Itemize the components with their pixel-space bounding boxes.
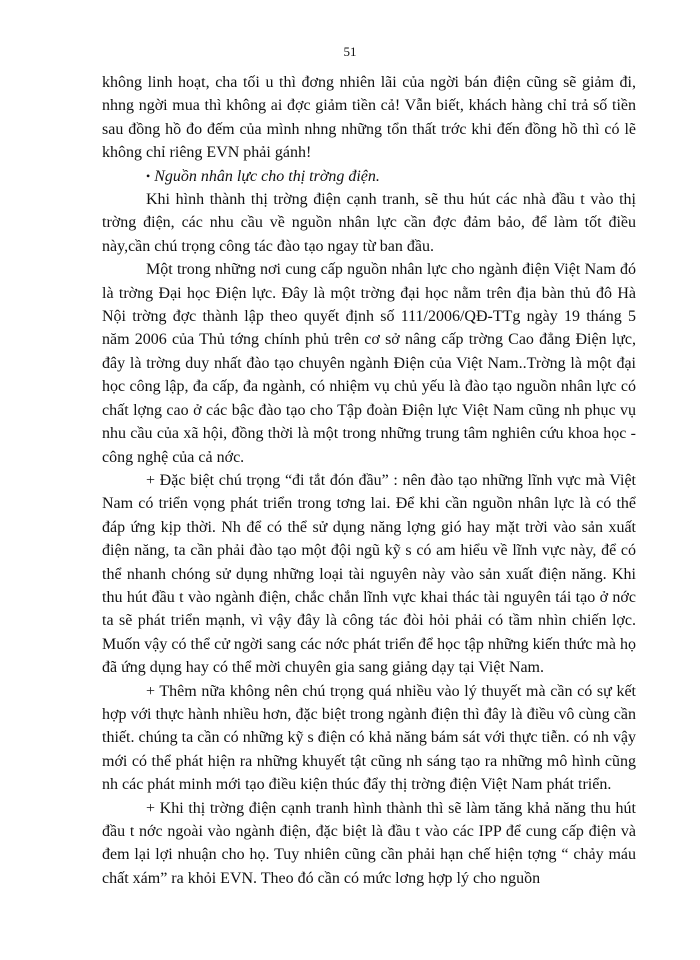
paragraph: + Thêm nữa không nên chú trọng quá nhiều vào lý thuyết mà cần có sự kết hợp với thực hành nhiều hơn, đặc biệt trong ngành điện thì đây là điều vô cùng cần thiết. chúng ta cần có những kỹ s điện có khả năng bám sát với thực tiễn. có nh vậy mới có thể phát hiện ra những khuyết tật cũng nh sáng tạo ra những mô hình cũng nh các phát minh mới tạo điều kiện thúc đẩy thị trờng điện Việt Nam phát triển.: [102, 682, 636, 794]
bullet-icon: •: [146, 168, 151, 183]
page-body: [102, 71, 636, 890]
section-heading: [102, 165, 636, 188]
paragraph: Khi hình thành thị trờng điện cạnh tranh, sẽ thu hút các nhà đầu t vào thị trờng điện, các nhu cầu về nguồn nhân lực cần đợc đảm bảo, để làm tốt điều này,cần chú trọng công tác đào tạo ngay từ ban đầu.: [102, 191, 636, 255]
paragraph: + Đặc biệt chú trọng “đi tắt đón đầu” : nên đào tạo những lĩnh vực mà Việt Nam có triển vọng phát triển trong tơng lai. Để khi cần nguồn nhân lực là có thể đáp ứng kịp thời. Nh để có thể sử dụng năng lợng gió hay mặt trời vào sản xuất điện năng, ta cần phải đào tạo một đội ngũ kỹ s có am hiểu về lĩnh vực này, để có thể nhanh chóng sử dụng những loại tài nguyên này vào sản xuất điện năng. Khi thu hút đầu t vào ngành điện, chắc chắn lĩnh vực khai thác tài nguyên tái tạo ở nớc ta sẽ phát triển mạnh, vì vậy đây là công tác đòi hỏi phải có tầm nhìn chiến lợc. Muốn vậy có thể cử ngời sang các nớc phát triển để học tập những kiến thức mà họ đã ứng dụng hay có thể mời chuyên gia sang giảng dạy tại Việt Nam.: [102, 471, 636, 677]
paragraph: Một trong những nơi cung cấp nguồn nhân lực cho ngành điện Việt Nam đó là trờng Đại học Điện lực. Đây là một trờng đại học nằm trên địa bàn thủ đô Hà Nội trờng đợc thành lập theo quyết định số 111/2006/QĐ-TTg ngày 19 tháng 5 năm 2006 của Thủ tớng chính phủ trên cơ sở nâng cấp trờng Cao đẳng Điện lực, đây là trờng duy nhất đào tạo chuyên ngành Điện của Việt Nam..Trờng là một đại học công lập, đa cấp, đa ngành, có nhiệm vụ chủ yếu là đào tạo nguồn nhân lực có chất lợng cao ở các bậc đào tạo cho Tập đoàn Điện lực Việt Nam cũng nh phục vụ nhu cầu của xã hội, đồng thời là một trong những trung tâm nghiên cứu khoa học - công nghệ của cả nớc.: [102, 261, 636, 466]
paragraph-continued: không linh hoạt, cha tối u thì đơng nhiên lãi của ngời bán điện cũng sẽ giảm đi, nhng ngời mua thì không ai đợc giảm tiền cả! Vẫn biết, khách hàng chỉ trả số tiền sau đồng hồ đo đếm của mình nhng những tổn thất trớc khi đến đồng hồ thì có lẽ không chỉ riêng EVN phải gánh!: [102, 74, 636, 162]
section-heading-text: Nguồn nhân lực cho thị trờng điện.: [154, 167, 380, 185]
paragraph: + Khi thị trờng điện cạnh tranh hình thành thì sẽ làm tăng khả năng thu hút đầu t nớc ngoài vào ngành điện, đặc biệt là đầu t vào các IPP để cung cấp điện và đem lại lợi nhuận cho họ. Tuy nhiên cũng cần phải hạn chế hiện tợng “ chảy máu chất xám” ra khỏi EVN. Theo đó cần có mức lơng hợp lý cho nguồn: [102, 799, 636, 887]
page-number: 51: [343, 44, 357, 59]
